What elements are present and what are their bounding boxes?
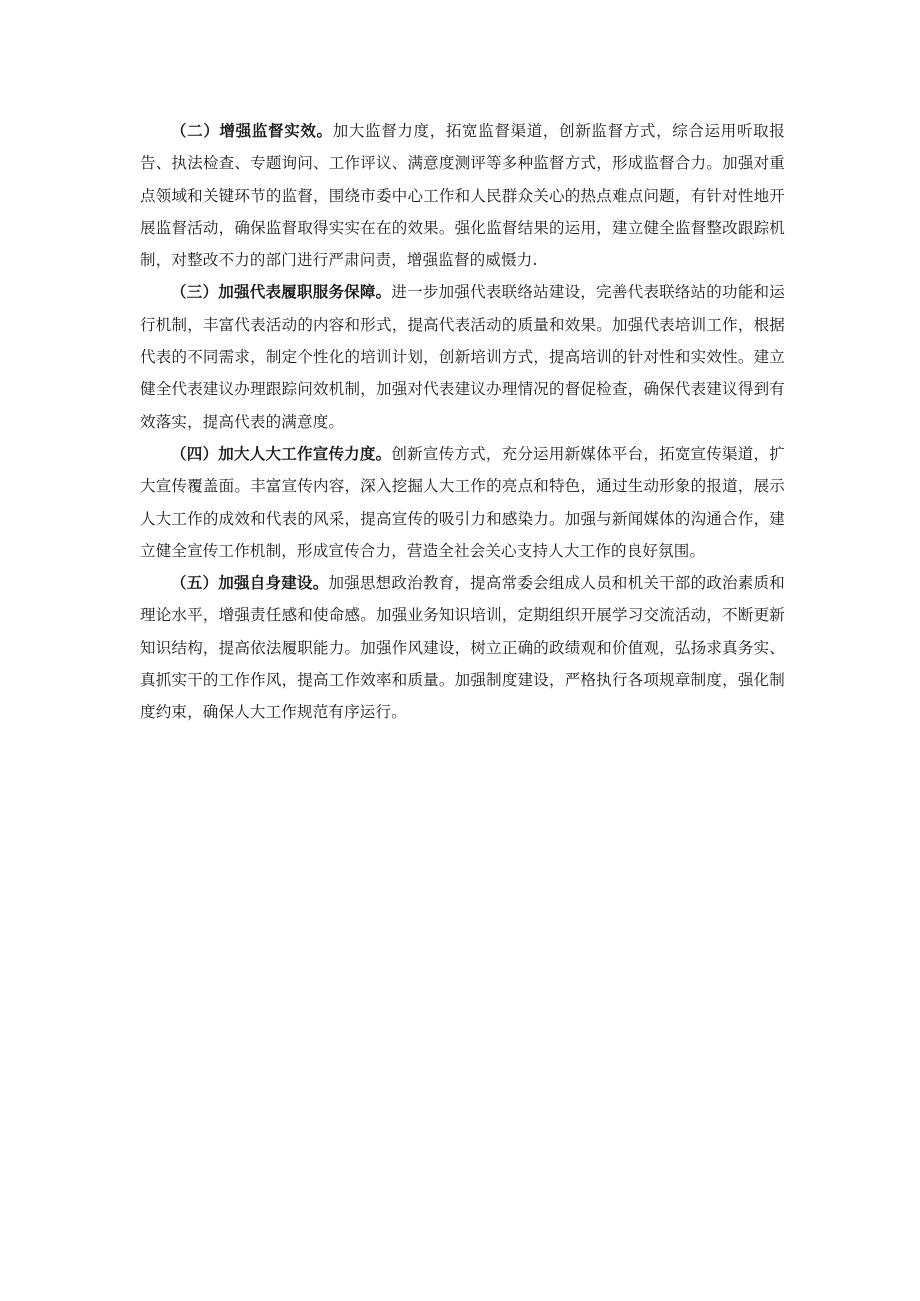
- paragraph-body: 加强思想政治教育，提高常委会组成人员和机关干部的政治素质和理论水平，增强责任感和使命感。加强业务知识培训，定期组织开展学习交流活动，不断更新知识结构，提高依法履职能力。加强作风建设，树立正确的政绩观和价值观，弘扬求真务实、真抓实干的工作作风，提高工作效率和质量。加强制度建设，严格执行各项规章制度，强化制度约束，确保人大工作规范有序运行。: [140, 574, 785, 722]
- paragraph-body: 创新宣传方式，充分运用新媒体平台，拓宽宣传渠道，扩大宣传覆盖面。丰富宣传内容，深入挖掘人大工作的亮点和特色，通过生动形象的报道，展示人大工作的成效和代表的风采，提高宣传的吸引力和感染力。加强与新闻媒体的沟通合作，建立健全宣传工作机制，形成宣传合力，营造全社会关心支持人大工作的良好氛围。: [140, 444, 785, 560]
- paragraph-deputy-service: [140, 276, 785, 437]
- paragraph-publicity: [140, 438, 785, 567]
- paragraph-body: 加大监督力度，拓宽监督渠道，创新监督方式，综合运用听取报告、执法检查、专题询问、工作评议、满意度测评等多种监督方式，形成监督合力。加强对重点领域和关键环节的监督，围绕市委中心工作和人民群众关心的热点难点问题，有针对性地开展监督活动，确保监督取得实实在在的效果。强化监督结果的运用，建立健全监督整改跟踪机制，对整改不力的部门进行严肃问责，增强监督的威慑力.: [140, 122, 785, 270]
- paragraph-body: 进一步加强代表联络站建设，完善代表联络站的功能和运行机制，丰富代表活动的内容和形式，提高代表活动的质量和效果。加强代表培训工作，根据代表的不同需求，制定个性化的培训计划，创新培训方式，提高培训的针对性和实效性。建立健全代表建议办理跟踪问效机制，加强对代表建议办理情况的督促检查，确保代表建议得到有效落实，提高代表的满意度。: [140, 283, 785, 431]
- paragraph-supervision: [140, 115, 785, 276]
- paragraph-self-building: [140, 567, 785, 728]
- paragraph-heading: （三）加强代表履职服务保障。: [171, 283, 392, 302]
- paragraph-heading: （二）增强监督实效。: [171, 122, 333, 140]
- paragraph-heading: （五）加强自身建设。: [171, 574, 329, 593]
- document-page: [140, 115, 785, 729]
- paragraph-heading: （四）加大人大工作宣传力度。: [171, 444, 392, 463]
